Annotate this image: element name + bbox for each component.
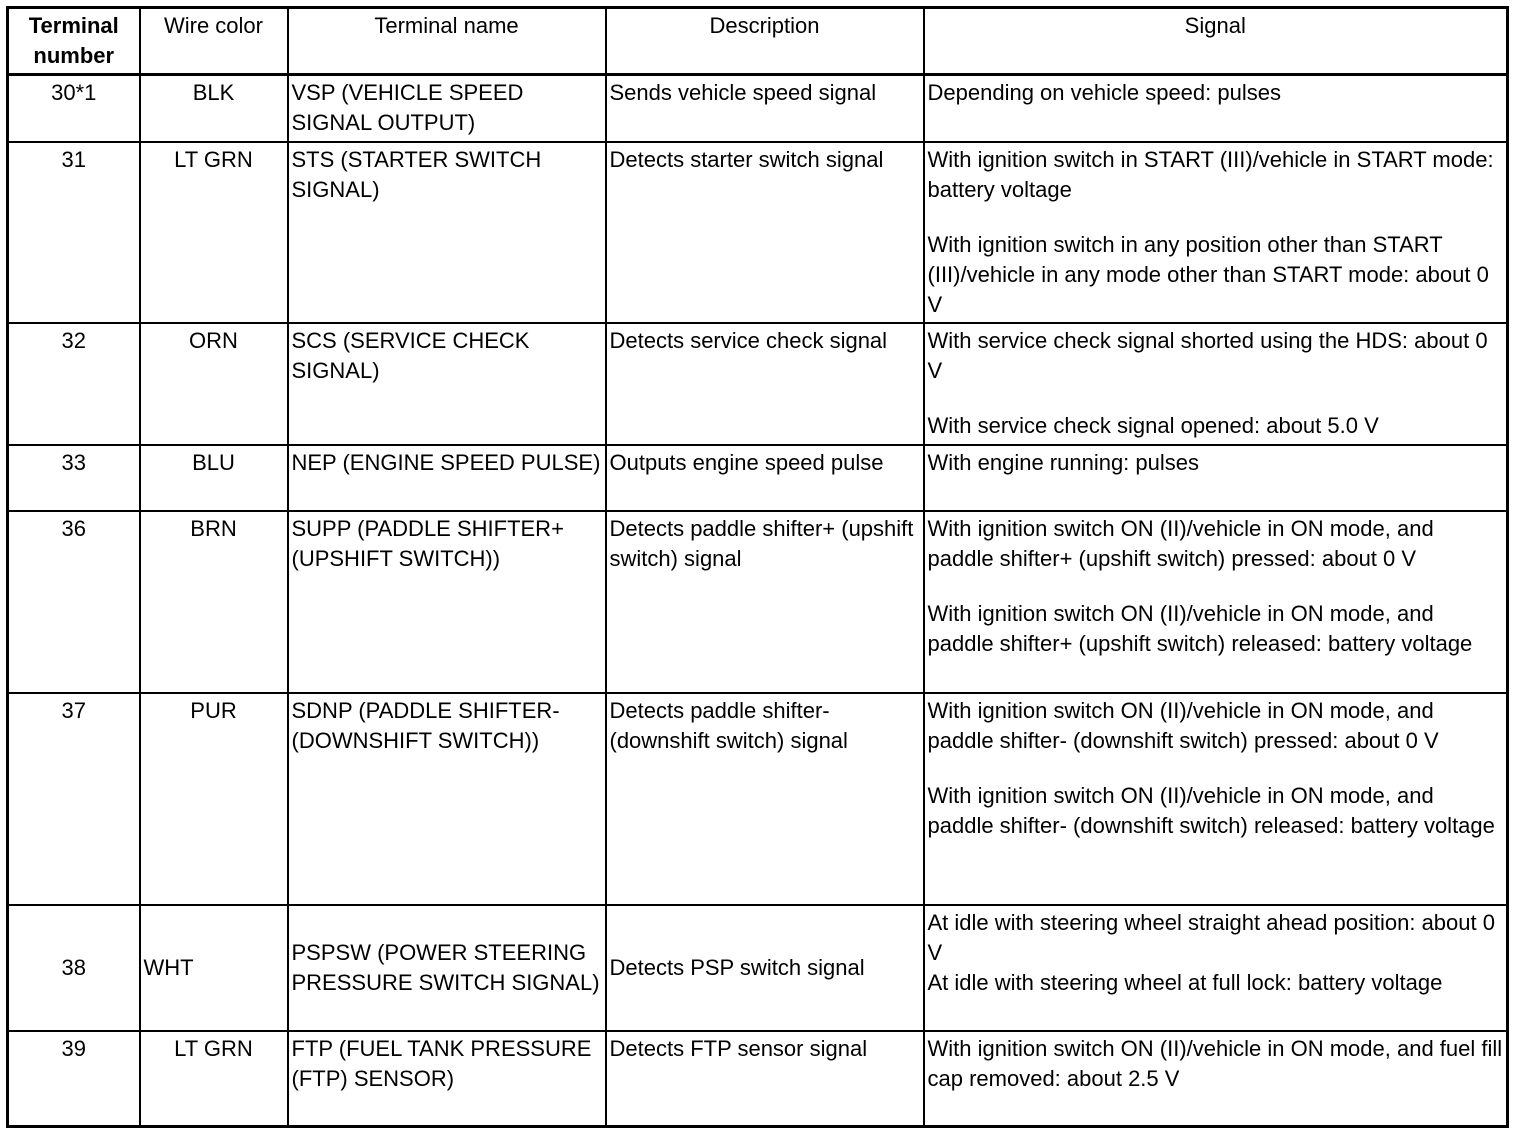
signal-line: With engine running: pulses bbox=[927, 449, 1199, 475]
terminal-name-cell: STS (STARTER SWITCH SIGNAL) bbox=[288, 142, 606, 323]
terminal-number-cell: 33 bbox=[8, 445, 140, 511]
terminal-name-cell: FTP (FUEL TANK PRESSURE (FTP) SENSOR) bbox=[288, 1031, 606, 1127]
signal-cell bbox=[924, 142, 1508, 323]
wire-color-cell: PUR bbox=[140, 693, 288, 905]
signal-line: Depending on vehicle speed: pulses bbox=[927, 80, 1281, 105]
terminal-number-cell: 37 bbox=[8, 693, 140, 905]
signal-line: With ignition switch ON (II)/vehicle in ON mode, and paddle shifter+ (upshift switch) released: battery voltage bbox=[927, 600, 1473, 656]
table-row bbox=[8, 693, 1508, 905]
table-row bbox=[8, 323, 1508, 445]
header-signal: Signal bbox=[924, 8, 1508, 75]
header-wire-color: Wire color bbox=[140, 8, 288, 75]
terminal-name-cell: SDNP (PADDLE SHIFTER- (DOWNSHIFT SWITCH)) bbox=[288, 693, 606, 905]
description-cell: Sends vehicle speed signal bbox=[606, 75, 924, 142]
table-row bbox=[8, 511, 1508, 693]
terminal-number-cell: 31 bbox=[8, 142, 140, 323]
signal-cell bbox=[924, 445, 1508, 511]
signal-line: With service check signal shorted using the HDS: about 0 V bbox=[927, 327, 1488, 383]
terminal-number-cell: 38 bbox=[8, 905, 140, 1031]
terminal-name-cell: PSPSW (POWER STEERING PRESSURE SWITCH SIGNAL) bbox=[288, 905, 606, 1031]
header-description: Description bbox=[606, 8, 924, 75]
terminal-number-cell: 30*1 bbox=[8, 75, 140, 142]
signal-cell bbox=[924, 511, 1508, 693]
terminal-number-cell: 36 bbox=[8, 511, 140, 693]
terminal-table bbox=[6, 6, 1509, 1128]
table-row bbox=[8, 1031, 1508, 1127]
table-row bbox=[8, 445, 1508, 511]
signal-cell bbox=[924, 75, 1508, 142]
header-terminal-number: Terminal number bbox=[8, 8, 140, 75]
terminal-name-cell: NEP (ENGINE SPEED PULSE) bbox=[288, 445, 606, 511]
description-cell: Detects PSP switch signal bbox=[606, 905, 924, 1031]
signal-line: With ignition switch ON (II)/vehicle in ON mode, and paddle shifter+ (upshift switch) pressed: about 0 V bbox=[927, 515, 1434, 571]
signal-cell bbox=[924, 693, 1508, 905]
header-row bbox=[8, 8, 1508, 75]
signal-line: At idle with steering wheel at full lock: battery voltage bbox=[927, 969, 1443, 995]
signal-line: With ignition switch ON (II)/vehicle in ON mode, and paddle shifter- (downshift switch) pressed: about 0 V bbox=[927, 697, 1439, 753]
description-cell: Detects FTP sensor signal bbox=[606, 1031, 924, 1127]
description-cell: Detects paddle shifter- (downshift switch) signal bbox=[606, 693, 924, 905]
signal-line: With ignition switch ON (II)/vehicle in ON mode, and paddle shifter- (downshift switch) released: battery voltage bbox=[927, 782, 1495, 838]
description-cell: Detects starter switch signal bbox=[606, 142, 924, 323]
description-cell: Detects service check signal bbox=[606, 323, 924, 445]
terminal-name-cell: SUPP (PADDLE SHIFTER+ (UPSHIFT SWITCH)) bbox=[288, 511, 606, 693]
wire-color-cell: BRN bbox=[140, 511, 288, 693]
signal-line: At idle with steering wheel straight ahead position: about 0 V bbox=[927, 909, 1495, 965]
signal-line: With service check signal opened: about 5.0 V bbox=[927, 412, 1379, 438]
wire-color-cell: BLK bbox=[140, 75, 288, 142]
signal-line: With ignition switch ON (II)/vehicle in ON mode, and fuel fill cap removed: about 2.5 V bbox=[927, 1035, 1503, 1091]
description-cell: Detects paddle shifter+ (upshift switch) signal bbox=[606, 511, 924, 693]
table-row bbox=[8, 142, 1508, 323]
terminal-number-cell: 32 bbox=[8, 323, 140, 445]
signal-line: With ignition switch in any position other than START (III)/vehicle in any mode other than START mode: about 0 V bbox=[927, 231, 1489, 317]
table-row bbox=[8, 905, 1508, 1031]
wire-color-cell: ORN bbox=[140, 323, 288, 445]
description-cell: Outputs engine speed pulse bbox=[606, 445, 924, 511]
signal-cell bbox=[924, 1031, 1508, 1127]
signal-cell bbox=[924, 323, 1508, 445]
header-terminal-name: Terminal name bbox=[288, 8, 606, 75]
table-row bbox=[8, 75, 1508, 142]
wire-color-cell: LT GRN bbox=[140, 142, 288, 323]
terminal-number-cell: 39 bbox=[8, 1031, 140, 1127]
wire-color-cell: BLU bbox=[140, 445, 288, 511]
wire-color-cell: LT GRN bbox=[140, 1031, 288, 1127]
terminal-name-cell: VSP (VEHICLE SPEED SIGNAL OUTPUT) bbox=[288, 75, 606, 142]
wire-color-cell: WHT bbox=[140, 905, 288, 1031]
signal-line: With ignition switch in START (III)/vehicle in START mode: battery voltage bbox=[927, 146, 1494, 202]
terminal-name-cell: SCS (SERVICE CHECK SIGNAL) bbox=[288, 323, 606, 445]
signal-cell bbox=[924, 905, 1508, 1031]
